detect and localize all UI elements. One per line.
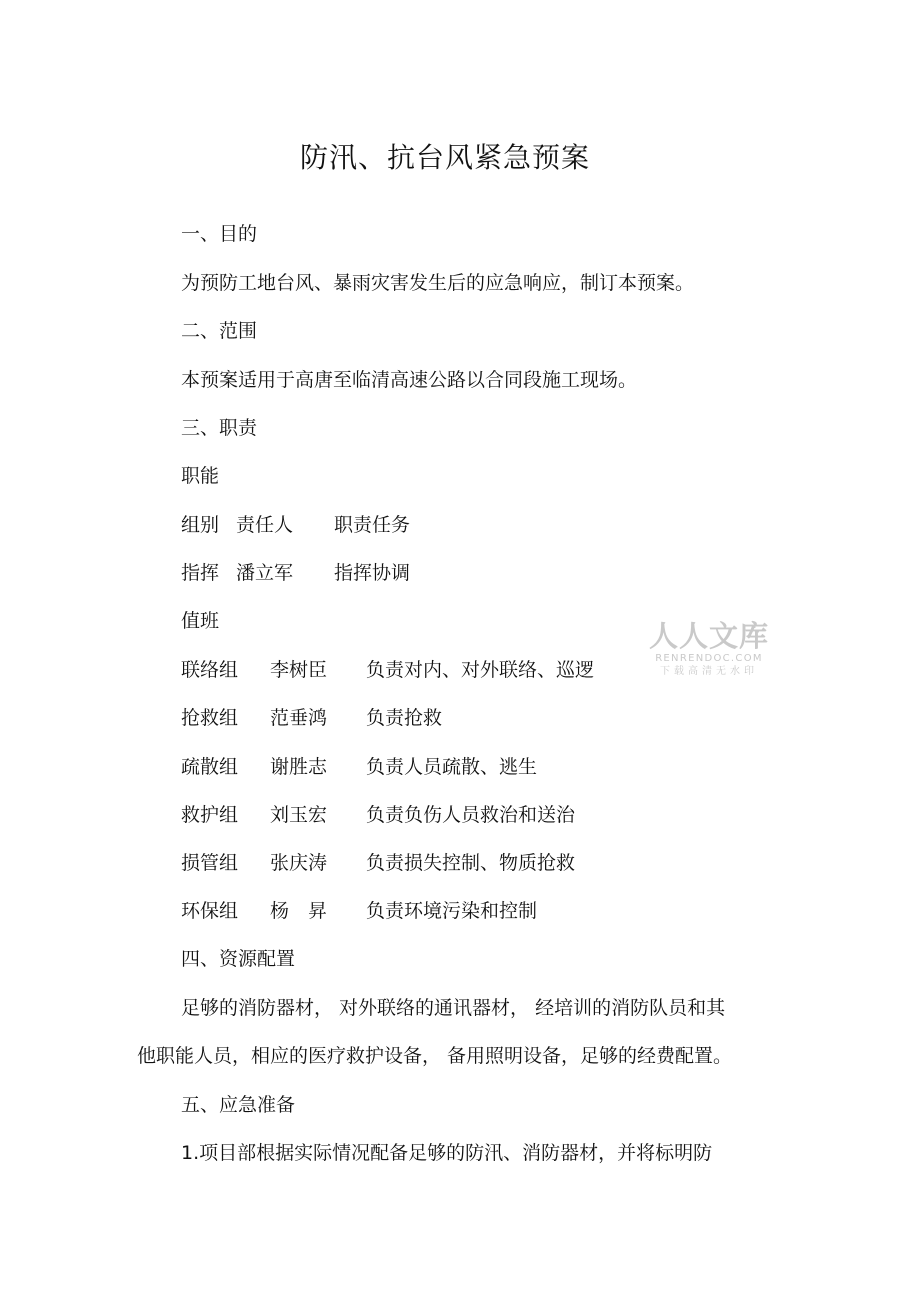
group-name: 救护组 <box>181 804 239 826</box>
duty-label: 值班 <box>181 610 220 632</box>
scope-text: 本预案适用于高唐至临清高速公路以合同段施工现场。 <box>181 369 638 391</box>
preparation-item-1: 1.项目部根据实际情况配备足够的防汛、消防器材，并将标明防 <box>181 1142 713 1164</box>
group-task: 负责抢救 <box>366 707 443 729</box>
group-task: 负责对内、对外联络、巡逻 <box>366 659 595 681</box>
roles-header-person: 责任人 <box>236 514 294 536</box>
roles-header-task: 职责任务 <box>334 514 411 536</box>
group-person: 杨 昇 <box>270 900 328 922</box>
group-name: 损管组 <box>181 852 239 874</box>
table-row <box>181 851 576 875</box>
command-task: 指挥协调 <box>334 562 411 584</box>
group-person: 李树臣 <box>270 659 328 681</box>
resources-text-line1: 足够的消防器材， 对外联络的通讯器材， 经培训的消防队员和其 <box>181 997 726 1019</box>
watermark-tagline: 下载高清无水印 <box>660 666 758 677</box>
document-title: 防汛、抗台风紧急预案 <box>299 141 590 174</box>
group-name: 抢救组 <box>181 707 239 729</box>
roles-header-group: 组别 <box>181 514 220 536</box>
table-row <box>181 706 443 730</box>
group-task: 负责环境污染和控制 <box>366 900 538 922</box>
command-row <box>181 561 411 585</box>
group-name: 环保组 <box>181 900 239 922</box>
group-task: 负责损失控制、物质抢救 <box>366 852 576 874</box>
command-person: 潘立军 <box>236 562 294 584</box>
group-person: 范垂鸿 <box>270 707 328 729</box>
section-heading-purpose: 一、目的 <box>181 223 258 245</box>
command-group: 指挥 <box>181 562 220 584</box>
group-name: 疏散组 <box>181 756 239 778</box>
section-heading-duties: 三、职责 <box>181 417 258 439</box>
table-row <box>181 658 595 682</box>
group-name: 联络组 <box>181 659 239 681</box>
table-row <box>181 803 576 827</box>
group-task: 负责负伤人员救治和送治 <box>366 804 576 826</box>
purpose-text: 为预防工地台风、暴雨灾害发生后的应急响应，制订本预案。 <box>181 272 695 294</box>
watermark-logo <box>646 620 772 678</box>
group-person: 刘玉宏 <box>270 804 328 826</box>
group-person: 张庆涛 <box>270 852 328 874</box>
group-person: 谢胜志 <box>270 756 328 778</box>
resources-text-line2: 他职能人员，相应的医疗救护设备， 备用照明设备，足够的经费配置。 <box>137 1045 733 1067</box>
section-heading-preparation: 五、应急准备 <box>181 1094 296 1116</box>
duties-subheading: 职能 <box>181 465 220 487</box>
section-heading-resources: 四、资源配置 <box>181 948 296 970</box>
group-task: 负责人员疏散、逃生 <box>366 756 538 778</box>
watermark-brand: 人人文库 <box>648 619 769 653</box>
table-row <box>181 755 538 779</box>
table-row <box>181 899 538 923</box>
section-heading-scope: 二、范围 <box>181 320 258 342</box>
watermark-url: RENRENDOC.COM <box>655 653 763 664</box>
roles-header-row <box>181 513 411 537</box>
